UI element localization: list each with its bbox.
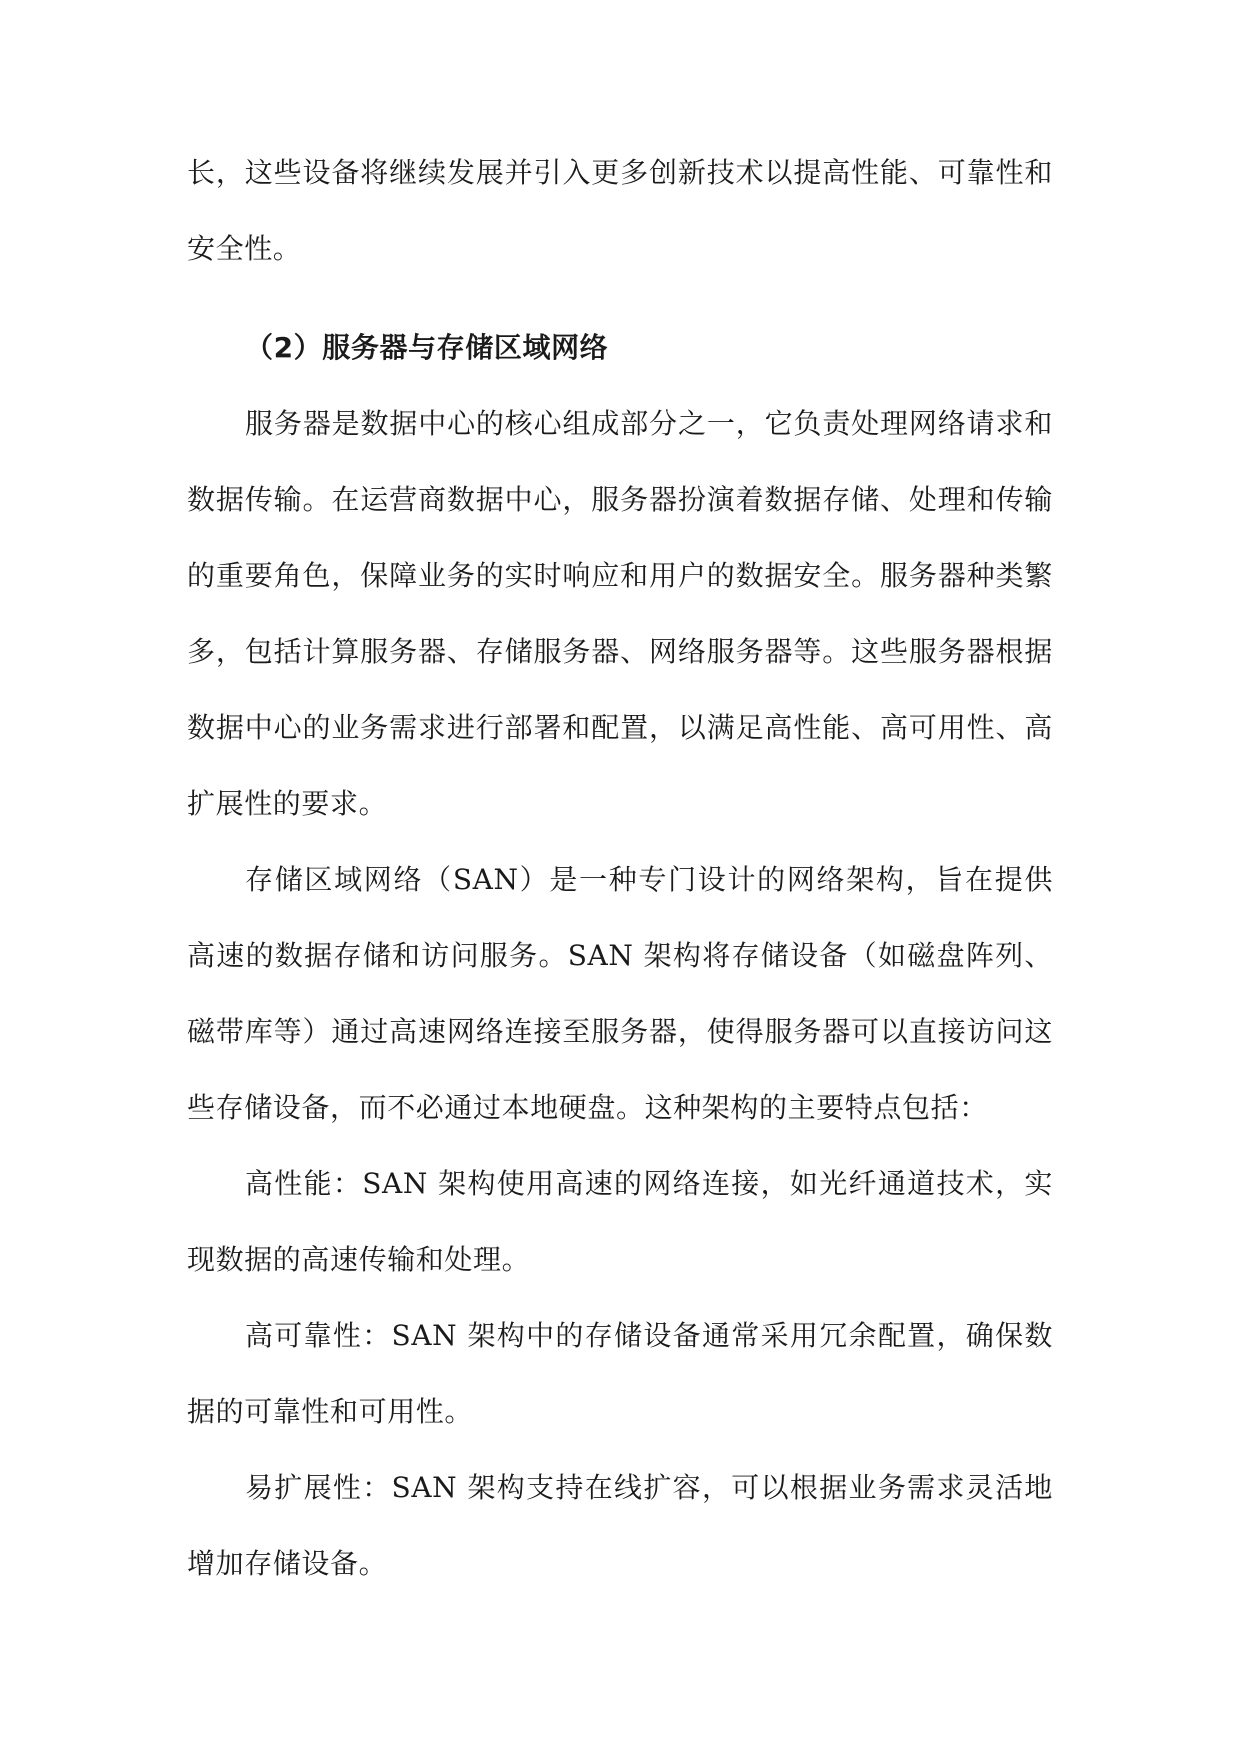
paragraph-san-intro: 存储区域网络（SAN）是一种专门设计的网络架构，旨在提供高速的数据存储和访问服务。SAN 架构将存储设备（如磁盘阵列、磁带库等）通过高速网络连接至服务器，使得服务器可以直接访问这些存储设备，而不必通过本地硬盘。这种架构的主要特点包括： <box>187 863 1053 1124</box>
paragraph-scalability: 易扩展性：SAN 架构支持在线扩容，可以根据业务需求灵活地增加存储设备。 <box>187 1471 1053 1580</box>
paragraph-servers: 服务器是数据中心的核心组成部分之一，它负责处理网络请求和数据传输。在运营商数据中心，服务器扮演着数据存储、处理和传输的重要角色，保障业务的实时响应和用户的数据安全。服务器种类繁多，包括计算服务器、存储服务器、网络服务器等。这些服务器根据数据中心的业务需求进行部署和配置，以满足高性能、高可用性、高扩展性的要求。 <box>187 407 1053 820</box>
continuation-paragraph: 长，这些设备将继续发展并引入更多创新技术以提高性能、可靠性和安全性。 <box>187 156 1053 265</box>
document-body <box>187 135 1053 1602</box>
paragraph-high-performance: 高性能：SAN 架构使用高速的网络连接，如光纤通道技术，实现数据的高速传输和处理。 <box>187 1167 1053 1276</box>
paragraph-high-reliability: 高可靠性：SAN 架构中的存储设备通常采用冗余配置，确保数据的可靠性和可用性。 <box>187 1319 1053 1428</box>
section-heading: （2）服务器与存储区域网络 <box>245 331 609 364</box>
